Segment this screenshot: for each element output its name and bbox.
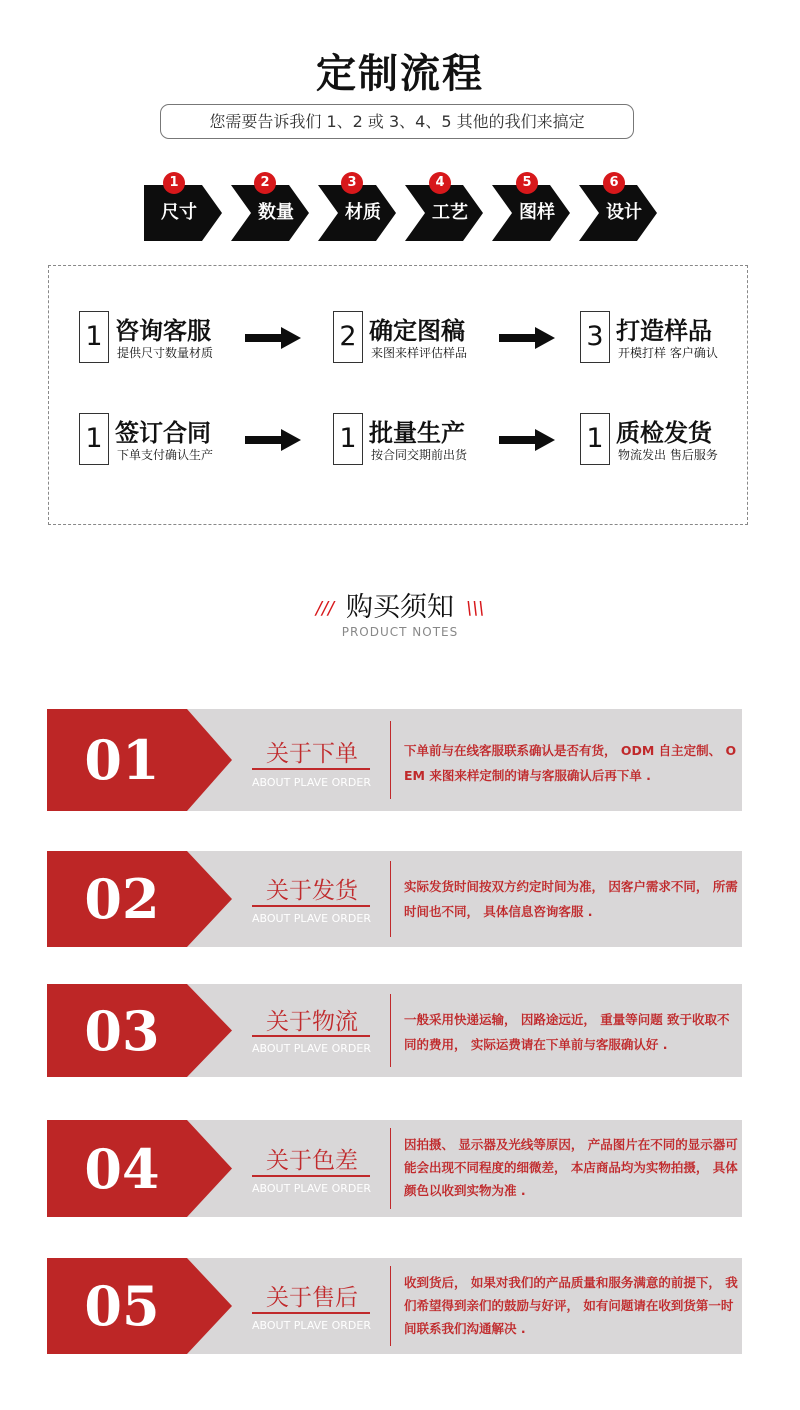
flow-step-title: 咨询客服 [115,317,211,345]
slash-decoration-left: /// [315,598,334,619]
card-subtitle-en: ABOUT PLAVE ORDER [252,912,371,925]
flow-step-title: 质检发货 [616,419,712,447]
step-number-badge: 1 [163,172,185,194]
card-divider [390,861,391,937]
note-card-color-difference [47,1120,742,1217]
flow-step-desc: 开模打样 客户确认 [618,346,718,360]
flow-step-number: 1 [580,413,610,465]
card-divider [390,1266,391,1346]
flow-step-number: 1 [79,413,109,465]
arrow-right-icon [245,327,301,349]
card-subtitle-en: ABOUT PLAVE ORDER [252,1182,371,1195]
card-title-underline [252,1175,370,1177]
flow-step-desc: 按合同交期前出货 [371,448,468,462]
card-text: 实际发货时间按双方约定时间为准， 因客户需求不同， 所需时间也不同， 具体信息咨询客服 . [404,879,738,919]
card-title-underline [252,768,370,770]
flow-step-title: 打造样品 [616,317,712,345]
notes-heading [0,585,800,624]
step-number-badge: 5 [516,172,538,194]
flow-step-desc: 物流发出 售后服务 [618,448,718,462]
flow-step-number: 2 [333,311,363,363]
flow-step-number: 1 [79,311,109,363]
card-title-underline [252,1312,370,1314]
flow-step-number: 1 [333,413,363,465]
note-card-order [47,709,742,811]
card-text: 一般采用快递运输， 因路途远近， 重量等问题 致于收取不同的费用， 实际运费请在下单前与客服确认好 . [404,1012,730,1052]
step-label-size: 尺寸 [161,202,197,223]
card-subtitle-en: ABOUT PLAVE ORDER [252,1319,371,1332]
arrow-right-icon [499,429,555,451]
step-number-badge: 6 [603,172,625,194]
flow-step-title: 确定图稿 [369,317,465,345]
note-card-shipping [47,851,742,947]
flow-step-title: 签订合同 [115,419,211,447]
card-number: 02 [84,867,160,931]
notes-subtitle-en: PRODUCT NOTES [341,625,459,639]
step-number-badge: 2 [254,172,276,194]
card-title-underline [252,1035,370,1037]
card-number: 01 [84,728,160,792]
card-number: 03 [84,998,160,1063]
card-title: 关于发货 [266,878,358,904]
step-label-material: 材质 [345,202,381,223]
note-card-logistics [47,984,742,1077]
arrow-right-icon [499,327,555,349]
card-title: 关于售后 [266,1285,358,1311]
card-divider [390,1128,391,1209]
flow-step-desc: 来图来样评估样品 [371,346,468,360]
step-number-badge: 4 [429,172,451,194]
card-title-underline [252,905,370,907]
flow-step-desc: 下单支付确认生产 [117,448,214,462]
custom-flow-box [48,265,748,525]
card-title: 关于色差 [266,1148,358,1174]
subtitle-pill: 您需要告诉我们 1、2 或 3、4、5 其他的我们来搞定 [160,104,634,139]
step-label-craft: 工艺 [432,202,468,223]
step-number-badge: 3 [341,172,363,194]
card-text: 因拍摄、 显示器及光线等原因， 产品图片在不同的显示器可能会出现不同程度的细微差， 本店商品均为实物拍摄， 具体颜色以收到实物为准 . [404,1137,738,1198]
flow-step-number: 3 [580,311,610,363]
arrow-right-icon [245,429,301,451]
card-divider [390,994,391,1067]
note-card-after-sales [47,1258,742,1354]
slash-decoration-right: \\\ [466,598,485,619]
page-title: 定制流程 [316,51,484,97]
flow-step-title: 批量生产 [369,419,465,447]
card-text: 下单前与在线客服联系确认是否有货， ODM 自主定制、 OEM 来图来样定制的请与客服确认后再下单 . [404,743,737,783]
notes-title: 购买须知 [346,592,454,623]
flow-step-desc: 提供尺寸数量材质 [117,346,214,360]
card-number: 04 [84,1136,160,1201]
card-subtitle-en: ABOUT PLAVE ORDER [252,1042,371,1055]
card-number: 05 [84,1274,160,1338]
card-text: 收到货后， 如果对我们的产品质量和服务满意的前提下， 我们希望得到亲们的鼓励与好评， 如有问题请在收到货第一时间联系我们沟通解决 . [404,1275,738,1336]
step-label-quantity: 数量 [258,202,294,223]
card-title: 关于物流 [266,1009,358,1035]
process-steps [0,0,800,250]
step-label-pattern: 图样 [519,202,555,223]
card-subtitle-en: ABOUT PLAVE ORDER [252,776,371,789]
card-divider [390,721,391,799]
step-label-design: 设计 [606,202,642,223]
card-title: 关于下单 [266,741,358,767]
